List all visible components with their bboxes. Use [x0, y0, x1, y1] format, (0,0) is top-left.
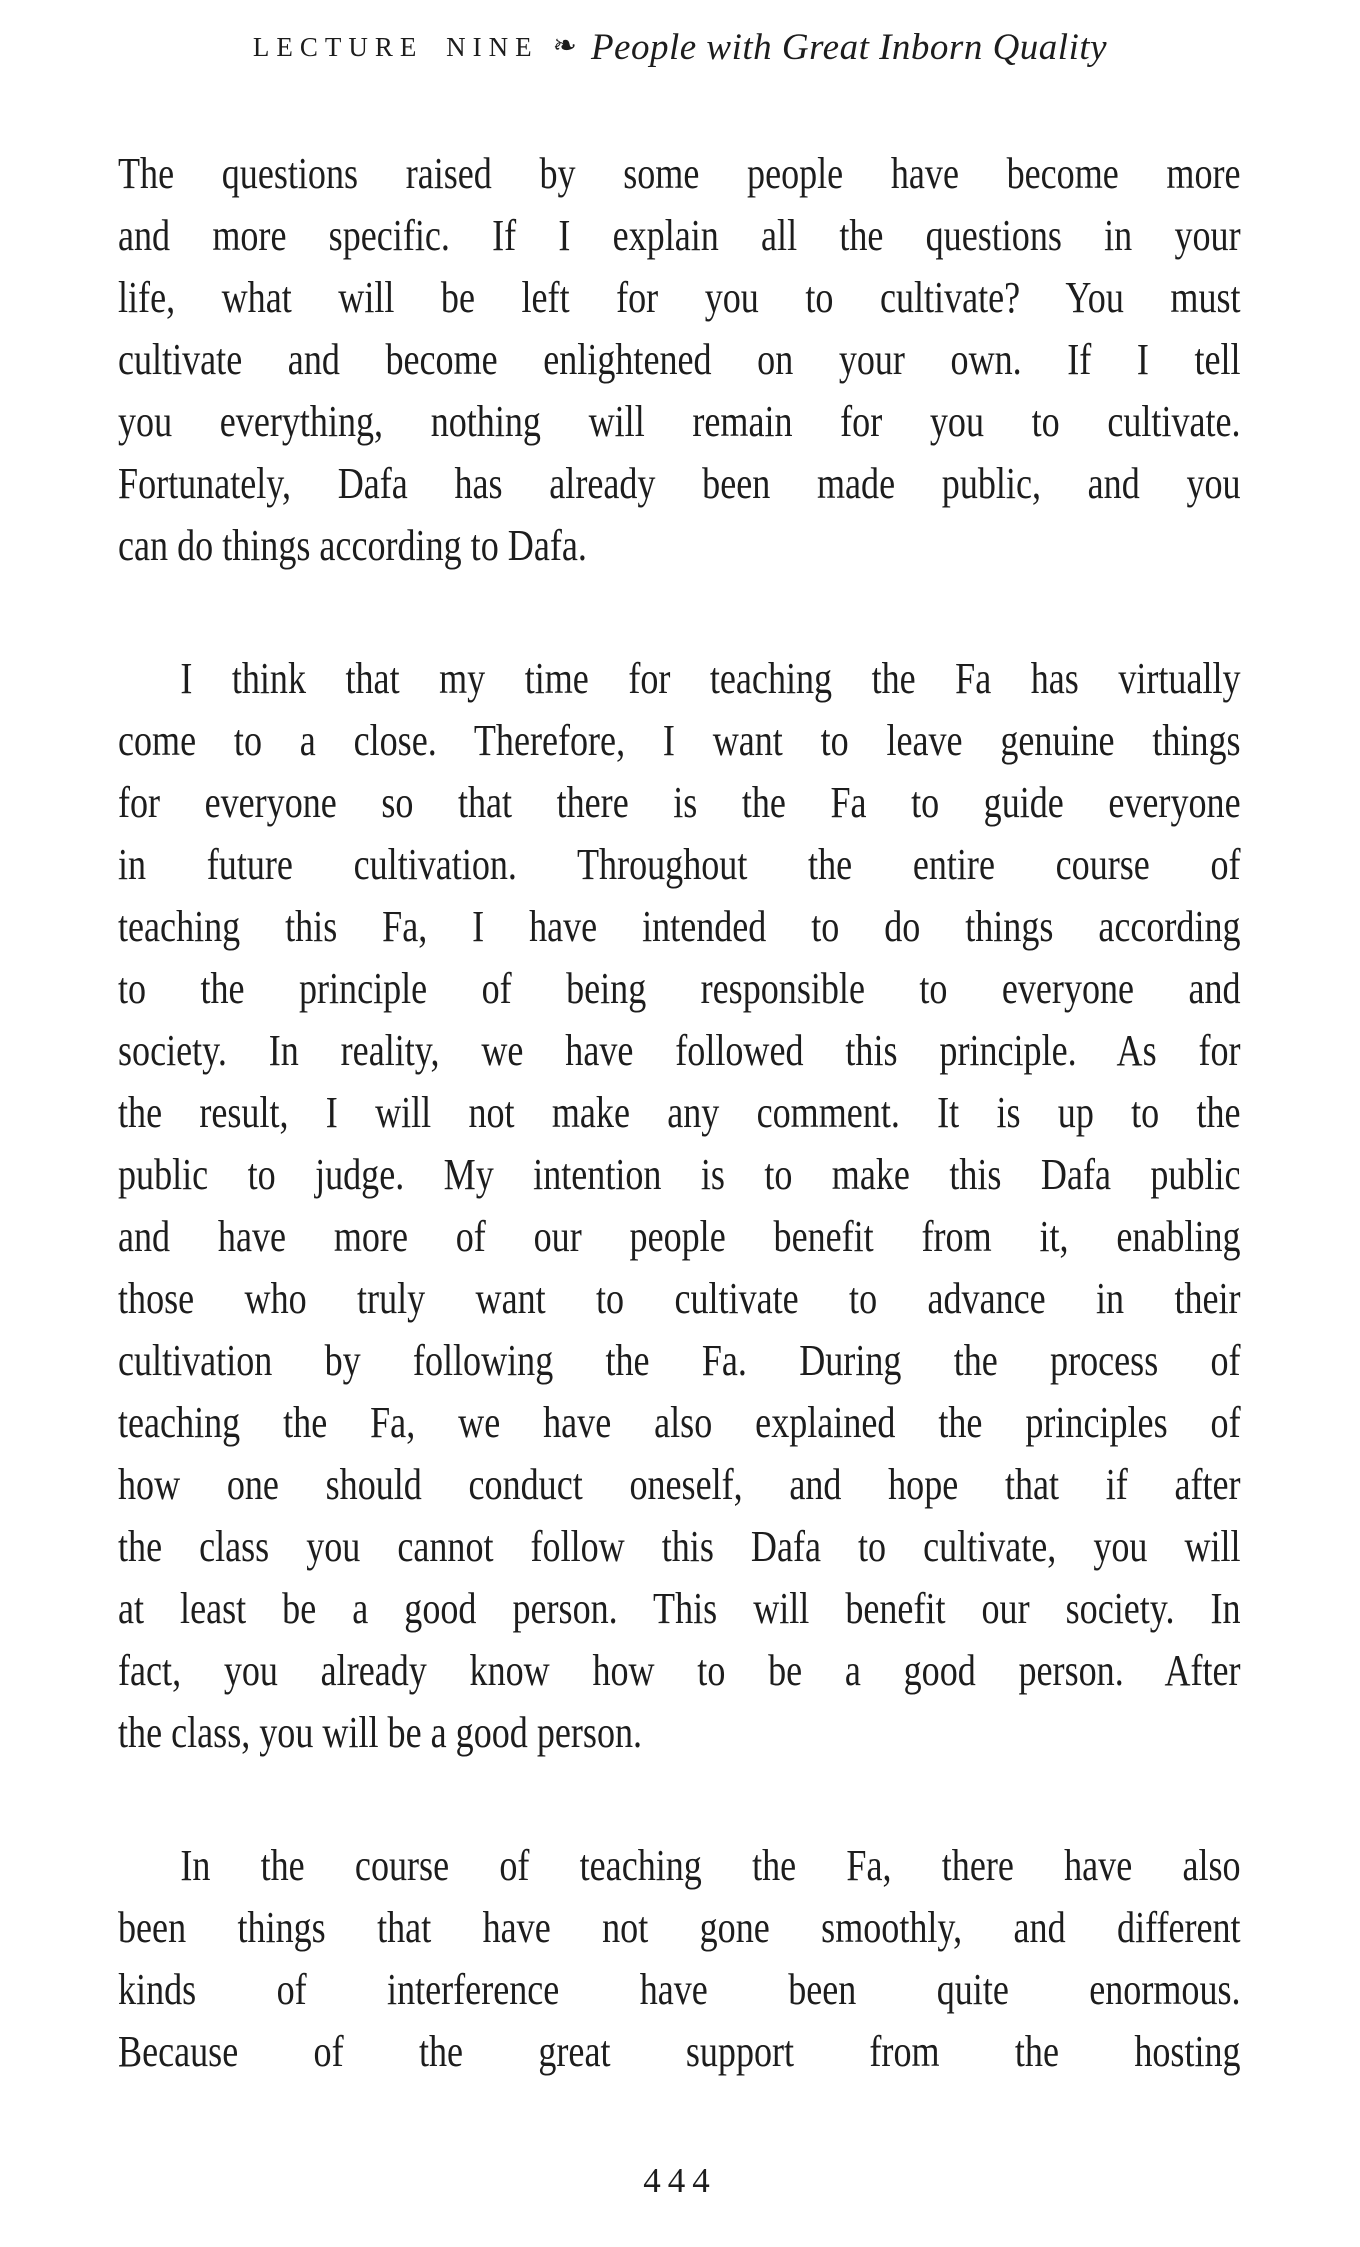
body-text-block [118, 143, 1240, 2083]
paragraph [118, 648, 1240, 1764]
text-line: Fortunately, Dafa has already been made public, and you [118, 459, 1241, 508]
text-line: fact, you already know how to be a good person. After [118, 1646, 1241, 1695]
paragraph [118, 1835, 1240, 2083]
text-line: those who truly want to cultivate to advance in their [118, 1274, 1241, 1323]
text-line: Because of the great support from the hosting [118, 2027, 1241, 2076]
text-line: the class, you will be a good person. [118, 1708, 643, 1757]
text-line: The questions raised by some people have become more [118, 149, 1241, 198]
text-line: teaching the Fa, we have also explained the principles of [118, 1398, 1241, 1447]
text-line: how one should conduct oneself, and hope that if after [118, 1460, 1241, 1509]
text-line: and more specific. If I explain all the questions in your [118, 211, 1241, 260]
text-line: In the course of teaching the Fa, there have also [180, 1841, 1241, 1890]
text-line: come to a close. Therefore, I want to leave genuine things [118, 716, 1241, 765]
page-number: 444 [643, 2161, 717, 2200]
text-line: kinds of interference have been quite enormous. [118, 1965, 1241, 2014]
text-line: public to judge. My intention is to make this Dafa public [118, 1150, 1241, 1199]
paragraph [118, 143, 1240, 577]
text-line: teaching this Fa, I have intended to do things according [118, 902, 1241, 951]
text-line: cultivate and become enlightened on your own. If I tell [118, 335, 1241, 384]
text-line: cultivation by following the Fa. During the process of [118, 1336, 1241, 1385]
chapter-title: People with Great Inborn Quality [590, 27, 1108, 68]
text-line: at least be a good person. This will benefit our society. In [118, 1584, 1241, 1633]
text-line: and have more of our people benefit from it, enabling [118, 1212, 1241, 1261]
running-header [0, 0, 1360, 69]
text-line: you everything, nothing will remain for you to cultivate. [118, 397, 1241, 446]
text-line: life, what will be left for you to cultivate? You must [118, 273, 1241, 322]
fleuron-leaf-icon: ❧ [552, 28, 577, 62]
lecture-number-label: LECTURE NINE [252, 32, 539, 62]
text-line: I think that my time for teaching the Fa has virtually [180, 654, 1241, 703]
text-line: the result, I will not make any comment. It is up to the [118, 1088, 1241, 1137]
text-line: in future cultivation. Throughout the entire course of [118, 840, 1241, 889]
text-line: society. In reality, we have followed this principle. As for [118, 1026, 1241, 1075]
text-line: to the principle of being responsible to everyone and [118, 964, 1241, 1013]
text-line: for everyone so that there is the Fa to guide everyone [118, 778, 1241, 827]
text-line: can do things according to Dafa. [118, 521, 587, 570]
text-line: the class you cannot follow this Dafa to cultivate, you will [118, 1522, 1241, 1571]
text-line: been things that have not gone smoothly, and different [118, 1903, 1241, 1952]
